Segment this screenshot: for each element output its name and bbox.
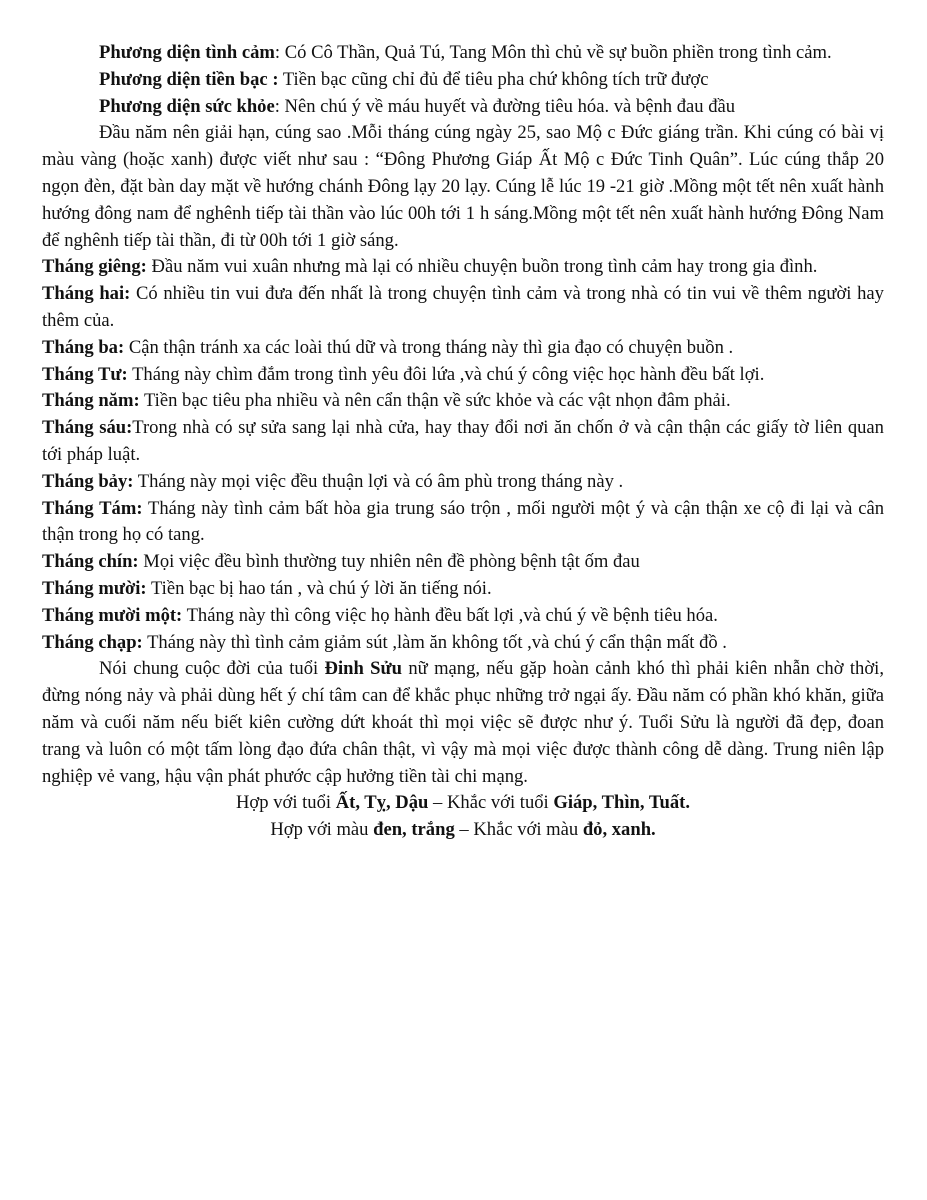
month-label: Tháng mười: — [42, 577, 147, 599]
month-text: Tháng này chìm đắm trong tình yêu đôi lứa ,và chú ý công việc học hành đều bất lợi. — [132, 363, 765, 385]
compat-color-line — [42, 817, 884, 844]
month-text: Cận thận tránh xa các loài thú dữ và trong tháng này thì gia đạo có chuyện buồn . — [128, 336, 734, 358]
month-2 — [42, 281, 884, 335]
paragraph-money — [42, 67, 884, 94]
heading-health: Phương diện sức khỏe — [99, 95, 275, 117]
month-label: Tháng sáu: — [42, 417, 133, 439]
compat-age-bad: Giáp, Thìn, Tuất. — [553, 792, 690, 814]
text-money: Tiền bạc cũng chỉ đủ để tiêu pha chứ không tích trữ được — [282, 68, 709, 90]
month-label: Tháng giêng: — [42, 256, 147, 278]
month-label: Tháng hai: — [42, 283, 131, 305]
compat-color-bad: đỏ, xanh. — [582, 819, 656, 841]
month-text: Tháng này tình cảm bất hòa gia trung sáo trộn , mối người một ý và cận thận xe cộ đi lại và cân thận trong họ có tang. — [42, 497, 885, 546]
month-label: Tháng năm: — [42, 390, 140, 412]
month-text: Trong nhà có sự sửa sang lại nhà cửa, hay thay đổi nơi ăn chốn ở và cận thận các giấy tờ liên quan tới pháp luật. — [42, 417, 884, 465]
compat-age-pre: Hợp với tuổi — [235, 792, 336, 814]
month-text: Tháng này thì công việc họ hành đều bất lợi ,và chú ý về bệnh tiêu hóa. — [186, 604, 718, 626]
summary-age: Đinh Sửu — [324, 658, 403, 680]
month-label: Tháng Tư: — [42, 363, 128, 385]
compat-age-mid: – Khắc với tuổi — [428, 792, 554, 814]
document-page — [42, 40, 884, 844]
month-text: Mọi việc đều bình thường tuy nhiên nên đề phòng bệnh tật ốm đau — [143, 551, 640, 573]
text-love: Có Cô Thần, Quả Tú, Tang Môn thì chủ về sự buồn phiền trong tình cảm. — [284, 42, 832, 63]
summary-post: nữ mạng, nếu gặp hoàn cảnh khó thì phải kiên nhẫn chờ thời, đừng nóng nảy và phải dùng hết ý chí tâm can để khắc phục những trở ngại ấy. Đầu năm có phần khó khăn, giữa năm và cuối năm nếu biết kiên cường dứt khoát thì mọi việc sẽ được như ý. Tuổi Sửu là người đã đẹp, đoan trang và luôn có một tấm lòng đạo đứa chân thật, vì vậy mà mọi việc được thành công dễ dàng. Trung niên lập nghiệp vẻ vang, hậu vận phát phước cập hưởng tiền tài chi mạng. — [42, 658, 884, 787]
month-label: Tháng ba: — [42, 336, 125, 358]
sep: : — [274, 95, 285, 117]
month-3 — [42, 335, 884, 362]
compat-age-line — [42, 790, 884, 817]
month-label: Tháng chín: — [42, 551, 139, 573]
month-4 — [42, 362, 884, 389]
month-10 — [42, 576, 884, 603]
month-5 — [42, 388, 884, 415]
month-7 — [42, 469, 884, 496]
month-8 — [42, 496, 884, 550]
paragraph-summary — [42, 656, 884, 790]
month-text: Tiền bạc tiêu pha nhiều và nên cẩn thận về sức khỏe và các vật nhọn đâm phải. — [143, 390, 731, 412]
month-label: Tháng chạp: — [42, 631, 143, 653]
month-label: Tháng mười một: — [42, 604, 183, 626]
month-9 — [42, 549, 884, 576]
heading-love: Phương diện tình cảm — [99, 42, 275, 63]
paragraph-ritual: Đầu năm nên giải hạn, cúng sao .Mỗi tháng cúng ngày 25, sao Mộ c Đức giáng trần. Khi cúng có bài vị màu vàng (hoặc xanh) được viết như sau : “Đông Phương Giáp Ất Mộ c Đức Tinh Quân”. Lúc cúng thắp 20 ngọn đèn, đặt bàn day mặt về hướng chánh Đông lạy 20 lạy. Cúng lễ lúc 19 -21 giờ .Mồng một tết nên xuất hành hướng đông nam để nghênh tiếp tài thần vào lúc 00h tới 1 h sáng.Mồng một tết nên xuất hành hướng Đông Nam để nghênh tiếp tài thần, đi từ 00h tới 1 giờ sáng. — [42, 122, 884, 251]
month-1 — [42, 254, 884, 281]
month-text: Tháng này mọi việc đều thuận lợi và có âm phù trong tháng này . — [137, 470, 624, 492]
compat-color-pre: Hợp với màu — [270, 819, 374, 841]
heading-money: Phương diện tiền bạc : — [99, 68, 279, 90]
month-text: Có nhiều tin vui đưa đến nhất là trong chuyện tình cảm và trong nhà có tin vui về thêm người hay thêm của. — [42, 283, 884, 331]
month-11 — [42, 603, 884, 630]
compat-color-good: đen, trắng — [373, 819, 455, 841]
paragraph-health — [42, 94, 884, 121]
month-text: Tháng này thì tình cảm giảm sút ,làm ăn không tốt ,và chú ý cẩn thận mất đồ . — [147, 631, 727, 653]
paragraph-love — [42, 40, 884, 67]
month-12 — [42, 630, 884, 657]
summary-pre: Nói chung cuộc đời của tuổi — [99, 658, 325, 680]
month-text: Đầu năm vui xuân nhưng mà lại có nhiều chuyện buồn trong tình cảm hay trong gia đình. — [151, 256, 818, 278]
month-text: Tiền bạc bị hao tán , và chú ý lời ăn tiếng nói. — [150, 577, 492, 599]
month-label: Tháng bảy: — [42, 470, 134, 492]
text-health: Nên chú ý về máu huyết và đường tiêu hóa. và bệnh đau đầu — [284, 95, 736, 117]
compat-age-good: Ất, Tỵ, Dậu — [335, 792, 429, 814]
month-6 — [42, 415, 884, 469]
month-label: Tháng Tám: — [42, 497, 143, 519]
sep: : — [274, 42, 285, 63]
compat-color-mid: – Khắc với màu — [454, 819, 583, 841]
